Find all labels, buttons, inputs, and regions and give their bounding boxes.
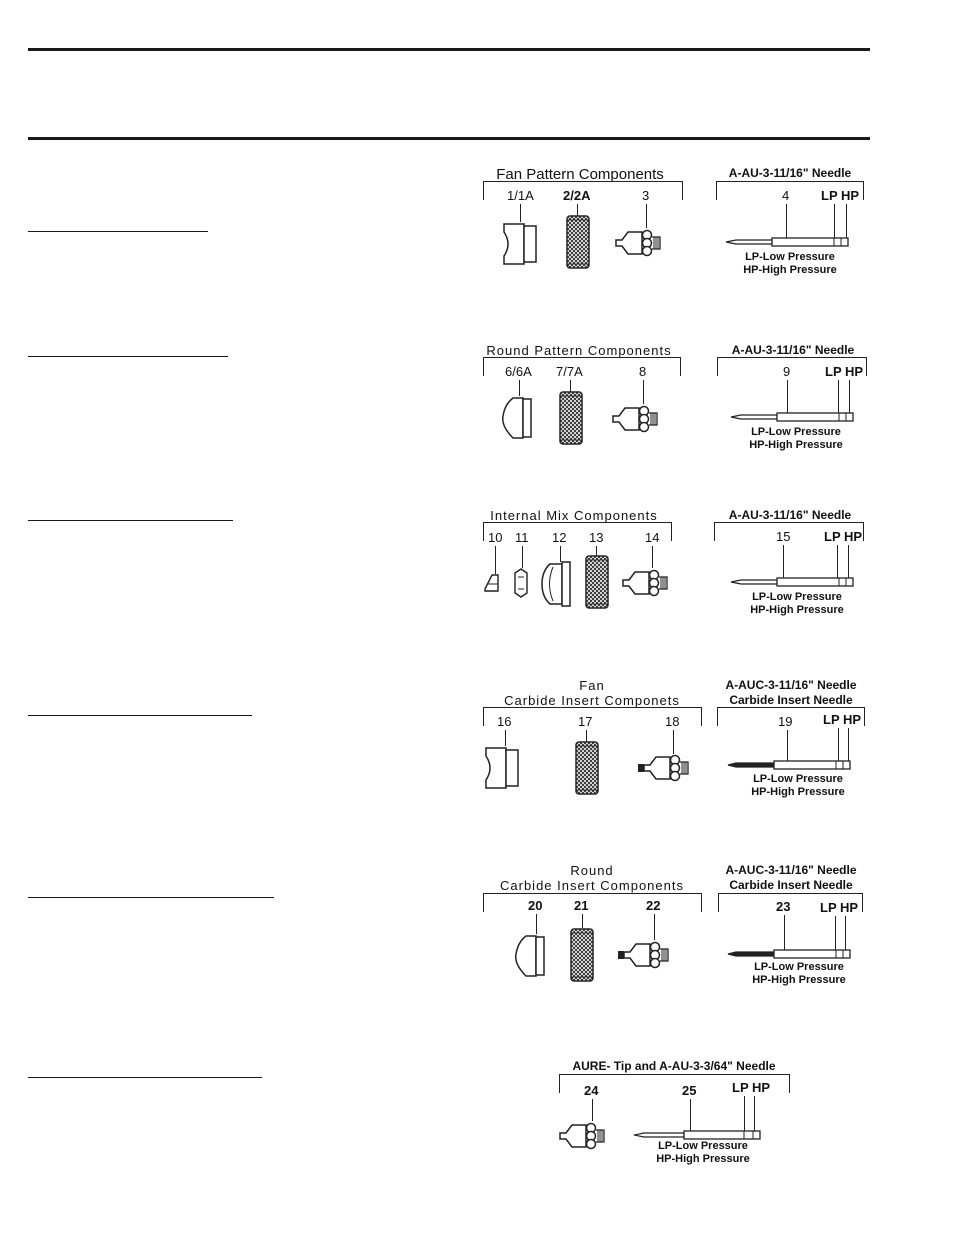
needle-legend bbox=[730, 251, 850, 277]
lp-label: LP bbox=[732, 1080, 749, 1095]
leader-line bbox=[673, 730, 674, 754]
part-label-12: 12 bbox=[552, 530, 567, 545]
section-heading-line-2 bbox=[28, 356, 228, 357]
fluid-nozzle-icon bbox=[611, 404, 659, 434]
needle-part-label: 4 bbox=[782, 188, 790, 203]
leader-line bbox=[520, 204, 521, 222]
needle-title-line2: Carbide Insert Needle bbox=[729, 693, 853, 707]
hp-label: HP bbox=[845, 364, 864, 379]
needle-title-line1: A-AUC-3-11/16" Needle bbox=[725, 678, 857, 692]
knurled-retaining-ring-icon bbox=[566, 215, 590, 269]
hp-label: HP bbox=[841, 188, 860, 203]
header-rule bbox=[28, 137, 870, 140]
leader-line bbox=[848, 545, 849, 579]
lp-legend: LP-Low Pressure bbox=[751, 426, 841, 438]
round-carbide-title-line1: Round bbox=[570, 863, 614, 878]
needle-legend bbox=[736, 426, 856, 452]
section-heading-line-5 bbox=[28, 897, 274, 898]
section-heading-line-3 bbox=[28, 520, 233, 521]
lp-legend: LP-Low Pressure bbox=[753, 773, 843, 785]
part-label-10: 10 bbox=[488, 530, 503, 545]
part-label-21: 21 bbox=[574, 898, 589, 913]
leader-line bbox=[849, 380, 850, 414]
leader-line bbox=[522, 546, 523, 568]
needle-title: A-AU-3-11/16" Needle bbox=[728, 508, 852, 522]
hp-label: HP bbox=[752, 1080, 771, 1095]
hp-legend: HP-High Pressure bbox=[749, 439, 843, 451]
needle-legend bbox=[643, 1140, 763, 1166]
part-label-3: 3 bbox=[642, 188, 650, 203]
part-label-13: 13 bbox=[589, 530, 604, 545]
leader-line bbox=[838, 728, 839, 762]
part-label-16: 16 bbox=[497, 714, 512, 729]
part-label-2: 2/2A bbox=[563, 188, 591, 203]
hp-legend: HP-High Pressure bbox=[743, 264, 837, 276]
carbide-fluid-nozzle-icon bbox=[618, 940, 670, 970]
leader-line bbox=[838, 380, 839, 414]
round-carbide-air-cap-icon bbox=[514, 934, 546, 978]
needle-title-line1: A-AUC-3-11/16" Needle bbox=[725, 863, 857, 877]
part-label-22: 22 bbox=[646, 898, 661, 913]
knurled-retaining-ring-icon bbox=[559, 391, 583, 445]
lp-legend: LP-Low Pressure bbox=[745, 251, 835, 263]
internal-mix-title: Internal Mix Components bbox=[490, 508, 658, 523]
leader-line bbox=[846, 204, 847, 238]
leader-line bbox=[845, 916, 846, 951]
leader-line bbox=[848, 728, 849, 762]
top-rule bbox=[28, 48, 870, 51]
leader-line bbox=[783, 545, 784, 579]
lp-label: LP bbox=[820, 900, 837, 915]
lp-label: LP bbox=[825, 364, 842, 379]
leader-line bbox=[744, 1096, 745, 1131]
fan-pattern-title: Fan Pattern Components bbox=[496, 166, 664, 183]
part-label-25: 25 bbox=[682, 1083, 697, 1098]
aure-title: AURE- Tip and A-AU-3-3/64" Needle bbox=[572, 1059, 776, 1073]
part-label-14: 14 bbox=[645, 530, 660, 545]
internal-mix-cap-icon bbox=[540, 561, 572, 607]
lp-legend: LP-Low Pressure bbox=[752, 591, 842, 603]
needle-part-label: 23 bbox=[776, 899, 791, 914]
needle-icon bbox=[634, 1130, 762, 1140]
spreader-ring-icon bbox=[513, 567, 529, 599]
carbide-needle-icon bbox=[728, 760, 852, 770]
knurled-retaining-ring-icon bbox=[575, 741, 599, 795]
hp-legend: HP-High Pressure bbox=[656, 1153, 750, 1165]
knurled-retaining-ring-icon bbox=[585, 555, 609, 609]
needle-title-line2: Carbide Insert Needle bbox=[729, 878, 853, 892]
leader-line bbox=[536, 914, 537, 934]
needle-legend bbox=[737, 591, 857, 617]
needle-icon bbox=[731, 577, 855, 587]
needle-part-label: 9 bbox=[783, 364, 791, 379]
hp-label: HP bbox=[840, 900, 859, 915]
fluid-nozzle-icon bbox=[614, 228, 662, 258]
hp-label: HP bbox=[843, 712, 862, 727]
round-pattern-title: Round Pattern Components bbox=[486, 343, 672, 358]
round-air-cap-icon bbox=[501, 396, 533, 440]
round-carbide-title-line2: Carbide Insert Components bbox=[500, 878, 684, 893]
needle-part-label: 15 bbox=[776, 529, 791, 544]
leader-line bbox=[560, 546, 561, 562]
leader-line bbox=[582, 914, 583, 928]
part-label-24: 24 bbox=[584, 1083, 599, 1098]
leader-line bbox=[787, 380, 788, 414]
leader-line bbox=[519, 380, 520, 396]
fan-carbide-title-line1: Fan bbox=[579, 678, 605, 693]
leader-line bbox=[834, 204, 835, 238]
aure-tip-icon bbox=[558, 1121, 606, 1151]
lp-legend: LP-Low Pressure bbox=[658, 1140, 748, 1152]
leader-line bbox=[652, 546, 653, 568]
fan-air-cap-icon bbox=[502, 222, 538, 266]
part-label-7: 7/7A bbox=[556, 364, 583, 379]
leader-line bbox=[646, 204, 647, 228]
leader-line bbox=[784, 915, 785, 951]
section-heading-line-1 bbox=[28, 231, 208, 232]
leader-line bbox=[786, 204, 787, 238]
part-label-8: 8 bbox=[639, 364, 647, 379]
hp-label: HP bbox=[844, 529, 863, 544]
section-heading-line-6 bbox=[28, 1077, 262, 1078]
lp-label: LP bbox=[824, 529, 841, 544]
leader-line bbox=[495, 546, 496, 574]
hp-legend: HP-High Pressure bbox=[751, 786, 845, 798]
part-label-11: 11 bbox=[515, 530, 529, 545]
round-carbide-bracket bbox=[483, 893, 702, 912]
lp-legend: LP-Low Pressure bbox=[754, 961, 844, 973]
lp-label: LP bbox=[823, 712, 840, 727]
leader-line bbox=[690, 1099, 691, 1131]
part-label-20: 20 bbox=[528, 898, 543, 913]
fan-carbide-title-line2: Carbide Insert Componets bbox=[504, 693, 680, 708]
leader-line bbox=[835, 916, 836, 951]
leader-line bbox=[787, 730, 788, 762]
leader-line bbox=[837, 545, 838, 579]
internal-mix-bracket bbox=[483, 522, 672, 541]
hp-legend: HP-High Pressure bbox=[750, 604, 844, 616]
hp-legend: HP-High Pressure bbox=[752, 974, 846, 986]
knurled-retaining-ring-icon bbox=[570, 928, 594, 982]
needle-legend bbox=[738, 773, 858, 799]
section-heading-line-4 bbox=[28, 715, 252, 716]
fluid-nozzle-icon bbox=[621, 568, 669, 598]
carbide-needle-icon bbox=[728, 949, 852, 959]
leader-line bbox=[505, 730, 506, 746]
needle-title: A-AU-3-11/16" Needle bbox=[728, 166, 852, 180]
needle-icon bbox=[731, 412, 855, 422]
needle-icon bbox=[726, 237, 850, 247]
needle-title: A-AU-3-11/16" Needle bbox=[731, 343, 855, 357]
needle-legend bbox=[739, 961, 859, 987]
part-label-18: 18 bbox=[665, 714, 680, 729]
lp-label: LP bbox=[821, 188, 838, 203]
part-label-6: 6/6A bbox=[505, 364, 532, 379]
leader-line bbox=[643, 380, 644, 404]
leader-line bbox=[654, 914, 655, 940]
fan-carbide-air-cap-icon bbox=[484, 746, 520, 790]
needle-part-label: 19 bbox=[778, 714, 793, 729]
leader-line bbox=[592, 1099, 593, 1121]
part-label-17: 17 bbox=[578, 714, 593, 729]
internal-mix-tip-icon bbox=[484, 572, 502, 594]
leader-line bbox=[754, 1096, 755, 1131]
part-label-1: 1/1A bbox=[507, 188, 534, 203]
carbide-fluid-nozzle-icon bbox=[638, 753, 690, 783]
